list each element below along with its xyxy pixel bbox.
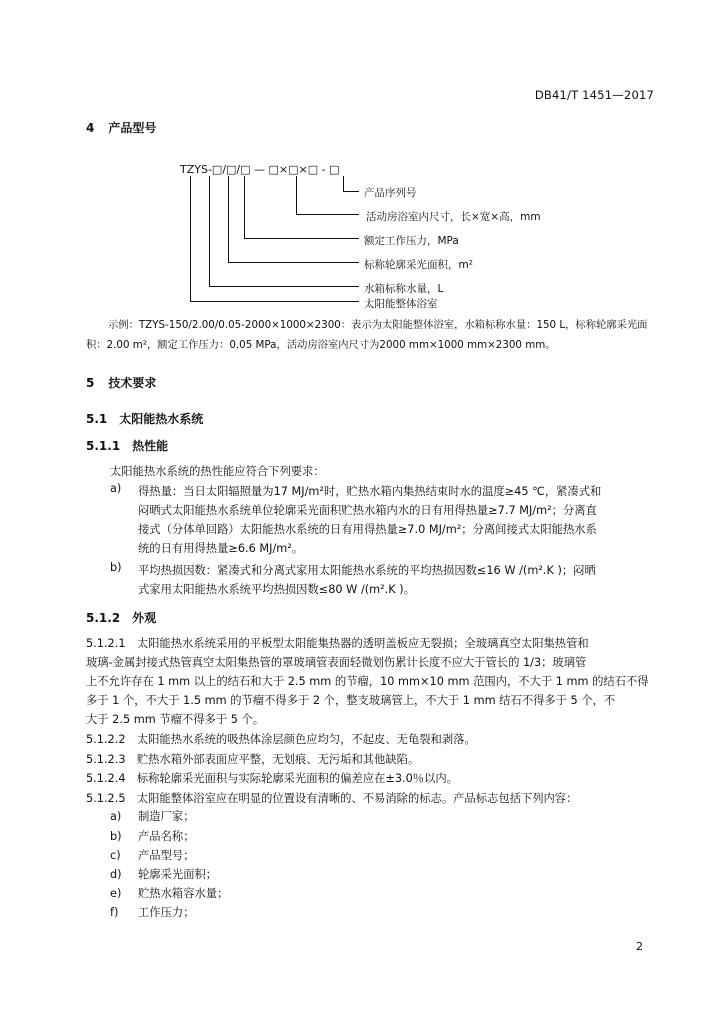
thermal-item-a-line: 统的日有用得热量≥6.6 MJ/m²。: [138, 542, 304, 555]
section-title: 太阳能热水系统: [119, 412, 204, 426]
leader-line: [296, 176, 297, 214]
thermal-item-a-line: 闷晒式太阳能热水系统单位轮廓采光面积贮热水箱内水的日有用得热量≥7.7 MJ/m²；分离直: [138, 504, 597, 517]
leader-line: [244, 176, 245, 238]
section-title: 技术要求: [108, 376, 157, 390]
list-item-label: a): [110, 810, 122, 823]
list-item: [110, 866, 217, 882]
list-item-text: 制造厂家；: [138, 810, 195, 823]
leader-line: [343, 176, 344, 191]
section-5-1-heading: [86, 410, 203, 427]
example-line-1: 示例：TZYS-150/2.00/0.05-2000×1000×2300：表示为太阳能整体浴室，水箱标称水量：150 L，标称轮廓采光面: [108, 319, 648, 331]
section-5-heading: [86, 374, 156, 391]
section-number: 4: [86, 121, 95, 135]
leader-line: [244, 238, 359, 239]
list-item-text: 产品型号；: [138, 849, 195, 862]
legend-serial: 产品序列号: [364, 187, 417, 199]
section-title: 产品型号: [108, 121, 157, 135]
section-5-1-2-heading: [86, 609, 156, 626]
list-item-text: 产品名称；: [138, 830, 195, 843]
leader-line: [296, 214, 359, 215]
list-item: [110, 828, 195, 844]
legend-room-size: 活动房浴室内尺寸，长×宽×高，mm: [366, 211, 541, 223]
appearance-p1-line: 大于 2.5 mm 节瘤不得多于 5 个。: [86, 713, 265, 726]
list-item-label: b): [110, 561, 122, 574]
legend-pressure: 额定工作压力，MPa: [364, 235, 459, 247]
list-item-label: f): [110, 906, 119, 919]
list-item-label: c): [110, 849, 121, 862]
list-item-text: 贮热水箱容水量；: [138, 887, 229, 900]
leader-line: [228, 176, 229, 262]
section-title: 外观: [132, 611, 157, 625]
leader-line: [209, 176, 210, 286]
section-number: 5.1.2: [86, 611, 121, 625]
appearance-p2: 5.1.2.2 太阳能热水系统的吸热体涂层颜色应均匀，不起皮、无龟裂和剥落。: [86, 733, 476, 746]
leader-line: [190, 301, 359, 302]
appearance-p5: 5.1.2.5 太阳能整体浴室应在明显的位置设有清晰的、不易消除的标志。产品标志包括下列内容：: [86, 792, 578, 805]
section-title: 热性能: [132, 439, 169, 453]
section-4-heading: [86, 119, 156, 136]
list-item-text: 工作压力；: [138, 906, 195, 919]
leader-line: [190, 176, 191, 301]
thermal-item-a-line: 接式（分体单回路）太阳能热水系统的日有用得热量≥7.0 MJ/m²；分离间接式太阳能热水系: [138, 523, 597, 536]
page-number: 2: [636, 940, 643, 953]
legend-area: 标称轮廓采光面积，m²: [364, 259, 473, 271]
section-number: 5: [86, 376, 95, 390]
list-item-label: b): [110, 830, 122, 843]
standard-number: DB41/T 1451—2017: [534, 88, 654, 102]
appearance-p4: 5.1.2.4 标称轮廓采光面积与实际轮廓采光面积的偏差应在±3.0％以内。: [86, 772, 458, 785]
legend-water: 水箱标称水量，L: [364, 283, 444, 295]
list-item: [110, 808, 195, 824]
appearance-p1-line: 多于 1 个，不大于 1.5 mm 的节瘤不得多于 2 个，整支玻璃管上，不大于 1 mm 结石不得多于 5 个，不: [86, 694, 616, 707]
section-number: 5.1.1: [86, 439, 121, 453]
list-item-label: e): [110, 887, 122, 900]
list-item-text: 轮廓采光面积；: [138, 868, 218, 881]
appearance-p1-line: 上不允许存在 1 mm 以上的结石和大于 2.5 mm 的节瘤，10 mm×10 mm 范围内，不大于 1 mm 的结石不得: [86, 675, 649, 688]
list-item-label: d): [110, 868, 122, 881]
thermal-item-a-line: 得热量：当日太阳辐照量为17 MJ/m²时，贮热水箱内集热结束时水的温度≥45 ℃，紧凑式和: [138, 485, 602, 498]
leader-line: [343, 191, 359, 192]
thermal-intro: 太阳能热水系统的热性能应符合下列要求：: [110, 465, 325, 478]
list-item: [110, 904, 195, 920]
leader-line: [228, 262, 359, 263]
list-item-label: a): [110, 482, 122, 495]
list-item: [110, 847, 195, 863]
section-5-1-1-heading: [86, 437, 168, 454]
appearance-p1-line: 5.1.2.1 太阳能热水系统采用的平板型太阳能集热器的透明盖板应无裂损；全玻璃真空太阳集热管和: [86, 637, 589, 650]
appearance-p1-line: 玻璃-金属封接式热管真空太阳集热管的罩玻璃管表面轻微划伤累计长度不应大于管长的 1/3；玻璃管: [86, 656, 587, 669]
list-item: [110, 885, 228, 901]
model-template: TZYS-□/□/□ — □×□×□ - □: [180, 163, 340, 176]
leader-line: [209, 286, 359, 287]
thermal-item-b-line: 式家用太阳能热水系统平均热损因数≤80 W /(m².K )。: [138, 583, 415, 596]
thermal-item-b-line: 平均热损因数：紧凑式和分离式家用太阳能热水系统的平均热损因数≤16 W /(m².K )；闷晒: [138, 564, 596, 577]
example-line-2: 积：2.00 m²，额定工作压力：0.05 MPa，活动房浴室内尺寸为2000 mm×1000 mm×2300 mm。: [86, 339, 556, 351]
legend-product: 太阳能整体浴室: [364, 298, 438, 310]
section-number: 5.1: [86, 412, 108, 426]
appearance-p3: 5.1.2.3 贮热水箱外部表面应平整，无划痕、无污垢和其他缺陷。: [86, 753, 420, 766]
